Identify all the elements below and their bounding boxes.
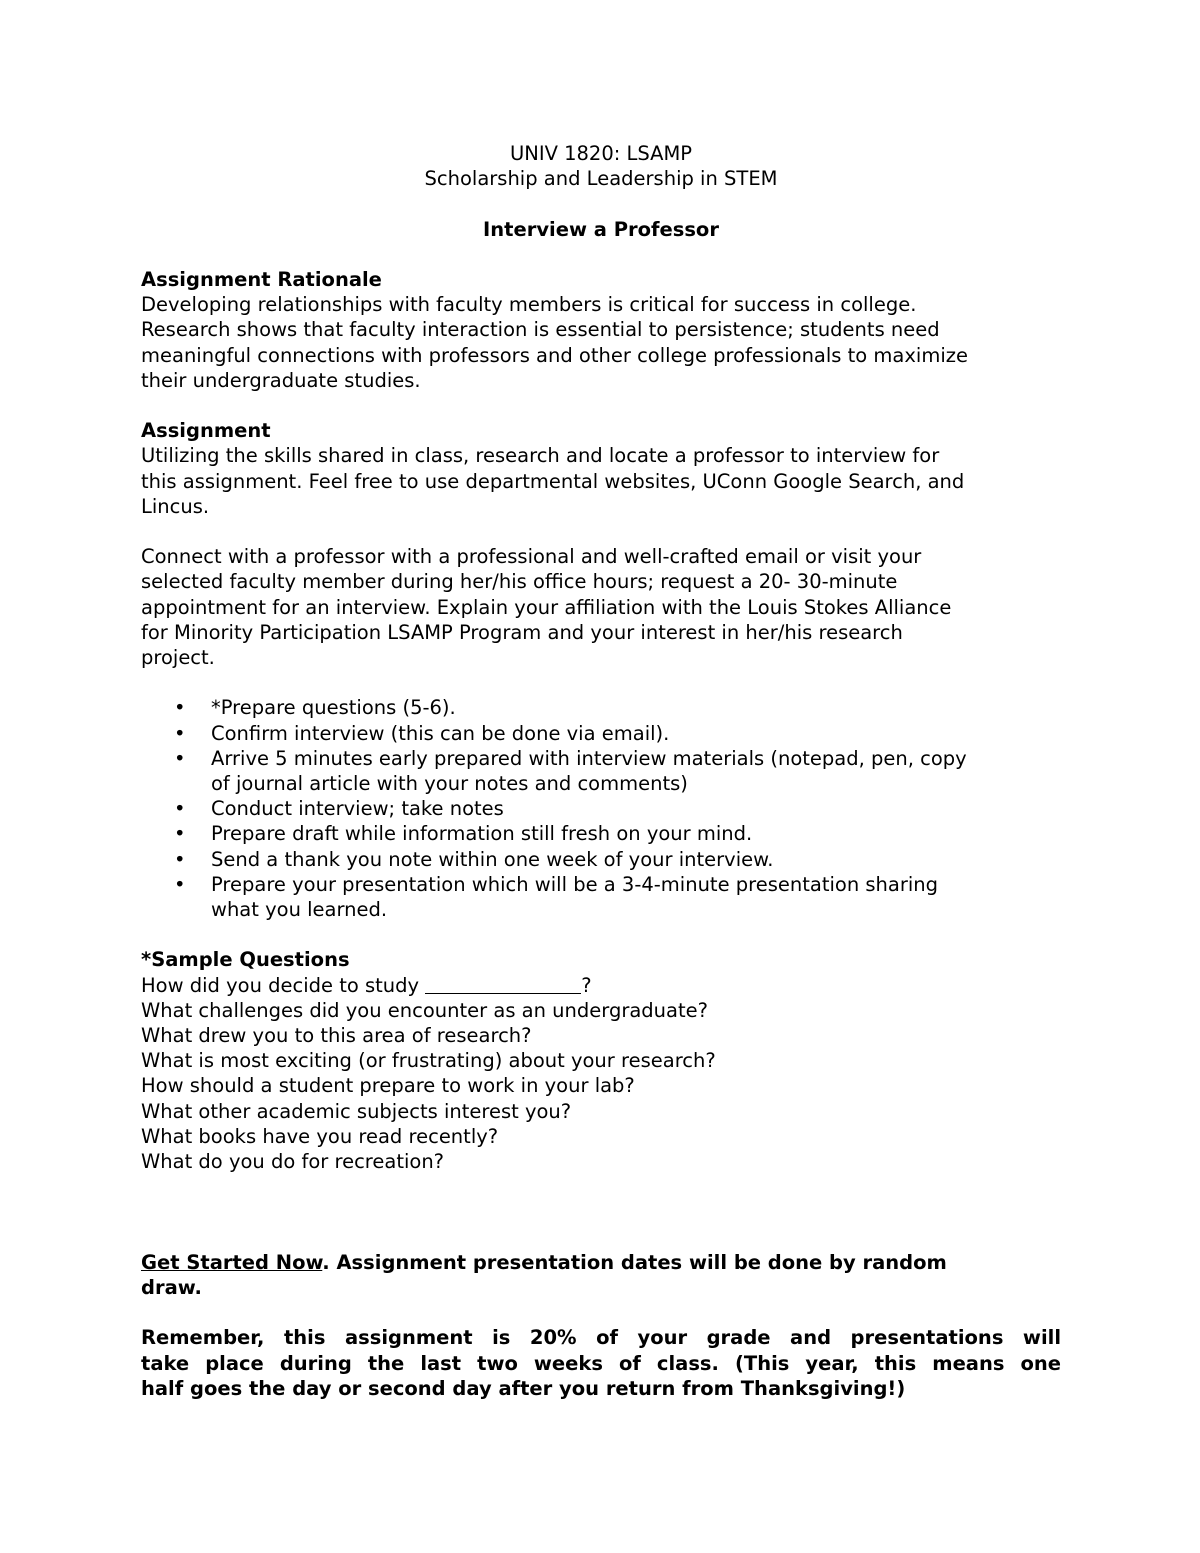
assignment-line: this assignment. Feel free to use departmental websites, UConn Google Search, and [141, 469, 965, 493]
step-text: Conduct interview; take notes [211, 797, 504, 821]
sample-questions-heading: *Sample Questions [141, 948, 350, 972]
step-text: Send a thank you note within one week of your interview. [211, 847, 774, 871]
list-item [141, 821, 1061, 846]
remember-line: half goes the day or second day after you return from Thanksgiving!) [141, 1376, 906, 1400]
question-item: What drew you to this area of research? [141, 1024, 532, 1048]
assignment-paragraph-2 [141, 544, 1061, 670]
rationale-line: their undergraduate studies. [141, 368, 421, 392]
question-item: What books have you read recently? [141, 1124, 499, 1148]
sample-questions-list [141, 973, 1061, 1175]
rationale-line: Research shows that faculty interaction is essential to persistence; students need [141, 318, 940, 342]
get-started-line [141, 1250, 1061, 1275]
assignment-line: appointment for an interview. Explain your affiliation with the Louis Stokes Alliance [141, 595, 952, 619]
steps-list [141, 695, 1061, 922]
assignment-line: Lincus. [141, 494, 210, 518]
step-text: Prepare draft while information still fresh on your mind. [211, 822, 753, 846]
get-started-label: Get Started Now [141, 1250, 323, 1274]
list-item [141, 796, 1061, 821]
question-item: What do you do for recreation? [141, 1150, 445, 1174]
step-text: of journal article with your notes and comments) [211, 772, 688, 795]
bullet-icon: • [174, 746, 186, 770]
course-code: UNIV 1820: LSAMP [509, 142, 693, 165]
assignment-line: Connect with a professor with a professional and well-crafted email or visit your [141, 545, 922, 569]
step-text: Arrive 5 minutes early prepared with interview materials (notepad, pen, copy [211, 746, 967, 770]
step-text: *Prepare questions (5-6). [211, 696, 456, 720]
step-text: Prepare your presentation which will be a 3-4-minute presentation sharing [211, 872, 939, 896]
question-item: What other academic subjects interest you? [141, 1099, 572, 1123]
question-item: What is most exciting (or frustrating) about your research? [141, 1049, 716, 1073]
assignment-paragraph-1 [141, 443, 1061, 519]
rationale-line: Developing relationships with faculty members is critical for success in college. [141, 293, 917, 317]
question-item: What challenges did you encounter as an undergraduate? [141, 998, 708, 1022]
list-item [141, 872, 1061, 922]
rationale-paragraph [141, 292, 1061, 393]
bullet-icon: • [174, 872, 186, 896]
list-item [141, 746, 1061, 796]
bullet-icon: • [174, 847, 186, 871]
get-started-paragraph [141, 1250, 1061, 1300]
assignment-line: project. [141, 646, 215, 669]
remember-line: take place during the last two weeks of class. (This year, this means one [141, 1351, 1061, 1375]
bullet-icon: • [174, 822, 186, 846]
list-item [141, 695, 1061, 720]
fill-in-blank [425, 975, 581, 994]
bullet-icon: • [174, 721, 186, 745]
remember-line: Remember, this assignment is 20% of your grade and presentations will [141, 1326, 1061, 1350]
step-text: Confirm interview (this can be done via email). [211, 721, 670, 745]
get-started-line: draw. [141, 1276, 202, 1299]
question-item [141, 973, 1061, 998]
question-suffix: ? [581, 973, 592, 997]
assignment-line: for Minority Participation LSAMP Program and your interest in her/his research [141, 620, 903, 644]
assignment-line: selected faculty member during her/his office hours; request a 20- 30-minute [141, 570, 898, 594]
remember-paragraph [141, 1325, 1061, 1401]
question-prefix: How did you decide to study [141, 973, 426, 997]
bullet-icon: • [174, 797, 186, 821]
rationale-heading: Assignment Rationale [141, 267, 382, 291]
document-page [141, 141, 1061, 1401]
list-item [141, 847, 1061, 872]
question-item: How should a student prepare to work in your lab? [141, 1074, 635, 1098]
course-subtitle: Scholarship and Leadership in STEM [424, 167, 778, 191]
document-title: Interview a Professor [483, 217, 719, 241]
bullet-icon: • [174, 696, 186, 720]
rationale-line: meaningful connections with professors and other college professionals to maximize [141, 343, 968, 367]
list-item [141, 721, 1061, 746]
step-text: what you learned. [211, 898, 388, 922]
assignment-line: Utilizing the skills shared in class, research and locate a professor to interview for [141, 444, 940, 468]
presentation-dates-text: . Assignment presentation dates will be done by random [322, 1250, 947, 1274]
assignment-heading: Assignment [141, 419, 271, 443]
